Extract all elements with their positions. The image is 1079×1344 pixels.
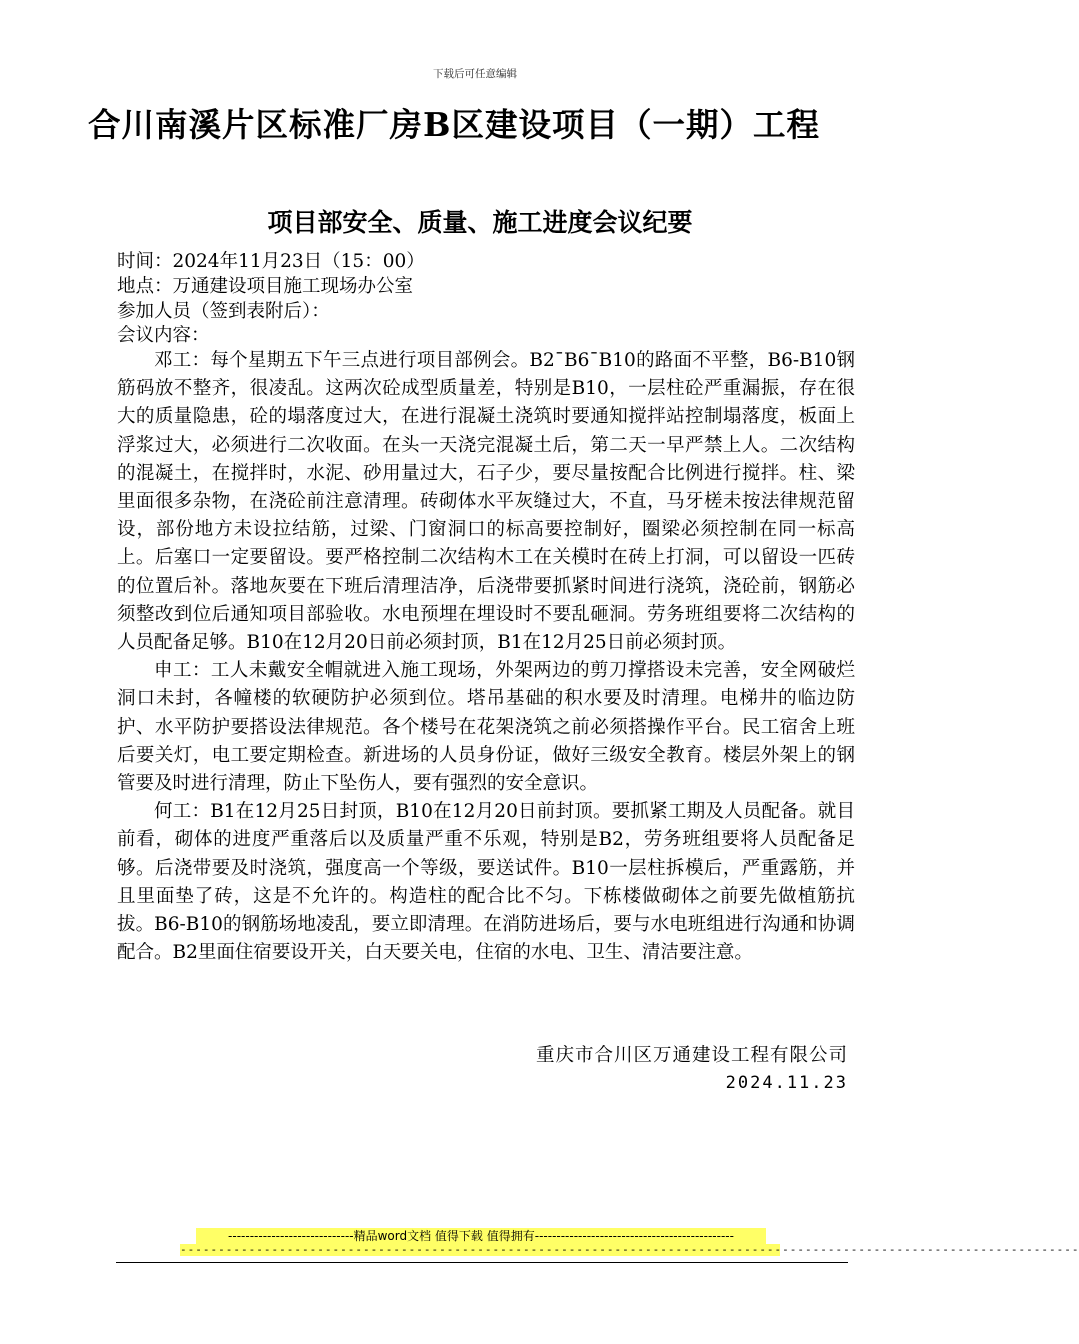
footer-banner: -----------------------------精品word文档 值得下载 值得拥有---------------------------------------------- (196, 1228, 766, 1244)
paragraph-he: 何工：B1在12月25日封顶，B10在12月20日前封顶。要抓紧工期及人员配备。就目前看，砌体的进度严重落后以及质量严重不乐观，特别是B2，劳务班组要将人员配备足够。后浇带要及时浇筑，强度高一个等级，要送试件。B10一层柱拆模后，严重露筋，并且里面垫了砖，这是不允许的。构造柱的配合比不匀。下栋楼做砌体之前要先做植筋抗拔。B6-B10的钢筋场地凌乱，要立即清理。在消防进场后，要与水电班组进行沟通和协调配合。B2里面住宿要设开关，白天要关电，住宿的水电、卫生、清洁要注意。 (117, 801, 855, 964)
footer-rule (116, 1262, 848, 1263)
signature-date: 2024.11.23 (725, 1073, 848, 1093)
document-title: 合川南溪片区标准厂房B区建设项目（一期）工程 (88, 105, 820, 144)
header-note: 下载后可任意编辑 (433, 68, 517, 80)
signature-company: 重庆市合川区万通建设工程有限公司 (535, 1045, 848, 1066)
footer-dashes: ---------------------------------------------------------------------------------------------------------------------- (180, 1243, 1079, 1256)
paragraph-shen: 申工：工人未戴安全帽就进入施工现场，外架两边的剪刀撑搭设未完善，安全网破烂洞口未封，各幢楼的软硬防护必须到位。塔吊基础的积水要及时清理。电梯井的临边防护、水平防护要搭设法律规范。各个楼号在花架浇筑之前必须搭操作平台。民工宿舍上班后要关灯，电工要定期检查。新进场的人员身份证，做好三级安全教育。楼层外架上的钢管要及时进行清理，防止下坠伤人，要有强烈的安全意识。 (117, 660, 855, 795)
paragraph-deng: 邓工：每个星期五下午三点进行项目部例会。B2¯B6¯B10的路面不平整，B6-B10钢筋码放不整齐，很凌乱。这两次砼成型质量差，特别是B10，一层柱砼严重漏振，存在很大的质量隐患，砼的塌落度过大，在进行混凝土浇筑时要通知搅拌站控制塌落度，板面上浮浆过大，必须进行二次收面。在头一天浇完混凝土后，第二天一早严禁上人。二次结构的混凝土，在搅拌时，水泥、砂用量过大，石子少，要尽量按配合比例进行搅拌。柱、梁里面很多杂物，在浇砼前注意清理。砖砌体水平灰缝过大，不直，马牙槎未按法律规范留设，部份地方未设拉结筋，过梁、门窗洞口的标高要控制好，圈梁必须控制在同一标高上。后塞口一定要留设。要严格控制二次结构木工在关模时在砖上打洞，可以留设一匹砖的位置后补。落地灰要在下班后清理洁净，后浇带要抓紧时间进行浇筑，浇砼前，钢筋必须整改到位后通知项目部验收。水电预埋在埋设时不要乱砸洞。劳务班组要将二次结构的人员配备足够。B10在12月20日前必须封顶，B1在12月25日前必须封顶。 (117, 350, 855, 654)
document-subtitle: 项目部安全、质量、施工进度会议纪要 (267, 208, 693, 237)
meeting-body (117, 347, 855, 967)
meeting-place: 地点：万通建设项目施工现场办公室 (117, 276, 414, 297)
meeting-content-label: 会议内容： (117, 325, 210, 346)
meeting-attendees: 参加人员（签到表附后）： (117, 301, 330, 322)
meeting-time: 时间：2024年11月23日（15：00） (117, 251, 425, 272)
